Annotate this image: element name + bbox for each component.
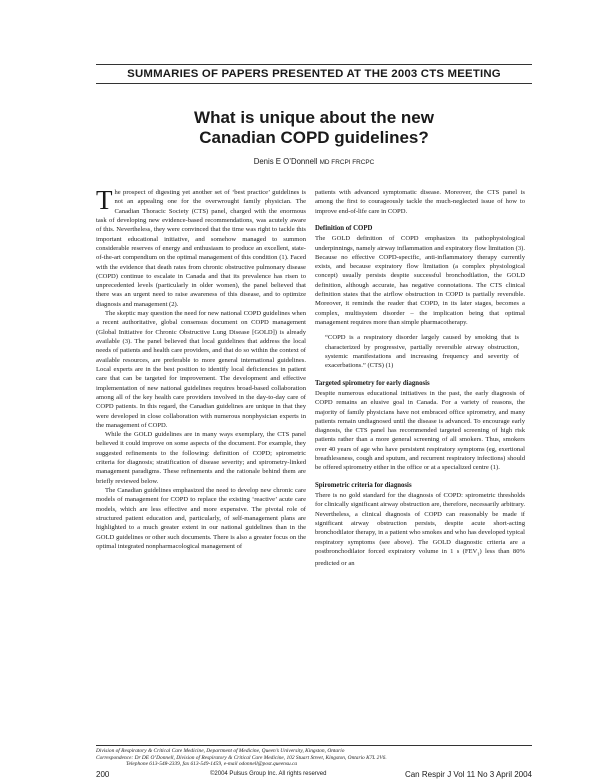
author-byline (96, 157, 532, 166)
section-heading: Definition of COPD (315, 224, 373, 232)
footnote-line: Correspondence: Dr DE O’Donnell, Division of Respiratory & Critical Care Medicine, 102 Stuart Street, Kingston, Ontario K7L 2V6. (96, 754, 387, 761)
copyright: ©2004 Pulsus Group Inc. All rights reserved (210, 771, 327, 777)
footnote-line: Telephone 613-548-2339, fax 613-549-1459, e-mail odonnell@post.queensu.ca (126, 761, 298, 768)
paragraph: Despite numerous educational initiatives in the past, the early diagnosis of COPD remains an elusive goal in Canada. For a variety of reasons, the majority of family physicians have not embraced office spirometry, and many patients remain undiagnosed until the disease is advanced. To encourage early diagnosis, the CTS panel has recommended targeted screening of high risk patients rather than a more general screening of all smokers. Thus, smokers over 40 years of age who have persistent respiratory symptoms (eg, exertional breathlessness, cough and sputum, and recurrent respiratory infections) should be offered spirometry either in the office or at a specialized centre (1). (315, 389, 525, 472)
page-number: 200 (96, 770, 110, 779)
left-column (96, 188, 306, 740)
paragraph-text-tail: ) less than 80% predicted or an (315, 547, 525, 567)
drop-cap: T (96, 188, 113, 215)
title-line-1: What is unique about the new (194, 108, 434, 127)
paragraph (96, 188, 306, 309)
paragraph: The skeptic may question the need for new national COPD guidelines when a recent authoritative, global consensus document on COPD management (Global Initiative for Chronic Obstructive Lung Disease [GOLD]) is already available (3). The panel believed that local guidelines that address the local needs of patients and health care providers, and that do so within the context of available resources, are preferable to more general international guidelines. Local experts are in the best position to identify local deficiencies in patient care that can be targeted for improvement. The development and effective implementation of new national guidelines requires broad-based collaboration among all of the key health care providers involved in the day-to-day care of COPD patients. In this regard, the Canadian guidelines are unique in that they were developed in close collaboration with numerous nonphysician experts in the management of COPD. (96, 310, 306, 429)
right-column (315, 188, 525, 740)
paragraph-text: There is no gold standard for the diagnosis of COPD: spirometric thresholds for clinically significant airway obstruction are, therefore, necessarily arbitrary. Nevertheless, a clinical diagnosis of COPD can reasonably be made if significant airway obstruction persists, despite acute short-acting bronchodilator therapy, in a patient who smokes and who has developed typical respiratory symptoms (see above). The GOLD diagnostic criteria are a postbronchodilator forced expiratory volume in 1 s (FEV (315, 492, 525, 555)
section-header: SUMMARIES OF PAPERS PRESENTED AT THE 2003 CTS MEETING (127, 68, 501, 80)
footnote-line: Division of Respiratory & Critical Care Medicine, Department of Medicine, Queen’s University, Kingston, Ontario (96, 748, 345, 754)
journal-citation: Can Respir J Vol 11 No 3 April 2004 (404, 770, 532, 779)
article-title (96, 108, 532, 148)
subscript: 1 (477, 551, 480, 557)
section-heading: Spirometric criteria for diagnosis (315, 481, 412, 489)
author-name: Denis E O’Donnell (253, 157, 318, 166)
definition-quote: “COPD is a respiratory disorder largely caused by smoking that is characterized by progressive, partially reversible airway obstruction, systemic manifestations and increasing frequency and severity of exacerbations.” (CTS) (1) (325, 334, 519, 370)
header-bottom-rule (96, 83, 532, 84)
footnote-rule (96, 745, 532, 746)
author-degrees: MD FRCPI FRCPC (319, 159, 375, 166)
affiliation-footnote (96, 748, 532, 768)
paragraph-text: he prospect of digesting yet another set of ‘best practice’ guidelines is not an appealing one for the overwrought family physician. The Canadian Thoracic Society (CTS) panel, charged with the enormous task of developing new evidence-based recommendations, was acutely aware of this. Nevertheless, they were convinced that the time was right to tackle this important educational initiative, and somehow managed to summon considerable reserves of energy and enthusiasm to produce an excellent, state-of-the-art compendium on the optimal management of this condition (1). Faced with the evidence that death rates from chronic obstructive pulmonary disease (COPD) continue to escalate in Canada and that its prevalence has risen to unprecedented levels (particularly in older women), the panel believed that there was an urgent need to raise awareness of this disease, and to optimize diagnosis and management (2). (96, 189, 306, 308)
paragraph: The GOLD definition of COPD emphasizes its pathophysiological underpinnings, namely airway inflammation and expiratory flow limitation (3). Because no effective COPD-specific, anti-inflammatory therapy currently exists, and because expiratory flow limitation (a complex physiological concept) usually persists despite successful bronchodilation, the GOLD definition, although accurate, has negative connotations. The CTS clinical definition states that the airflow obstruction in COPD is partially reversible. Moreover, it reminds the reader that COPD, in its later stages, becomes a complex, multisystem disorder – the implication being that optimal management requires more than simple pharmacotherapy. (315, 235, 525, 327)
title-line-2: Canadian COPD guidelines? (199, 128, 429, 147)
section-heading: Targeted spirometry for early diagnosis (315, 379, 430, 387)
paragraph (315, 491, 525, 568)
paragraph: The Canadian guidelines emphasized the need to develop new chronic care models of management for COPD to replace the existing ‘reactive’ acute care models, which are less effective and more expensive. The pivotal role of structured patient education and, particularly, of self-management plans are highlighted to a much greater extent in our national guidelines than in the GOLD guidelines or other such documents. There is also a greater focus on the optimal integrated nonpharmacological management of (96, 487, 306, 550)
paragraph: While the GOLD guidelines are in many ways exemplary, the CTS panel believed it could improve on some aspects of the document. For example, they suggested refinements to the following: definition of COPD; spirometric criteria for diagnosis; stratification of disease severity; and spirometry-linked management paradigms. These refinements and the rationale behind them are briefly reviewed below. (96, 431, 306, 485)
header-top-rule (96, 64, 532, 65)
paragraph: patients with advanced symptomatic disease. Moreover, the CTS panel is among the first to courageously tackle the much-neglected issue of how to improve end-of-life care in COPD. (315, 189, 525, 215)
